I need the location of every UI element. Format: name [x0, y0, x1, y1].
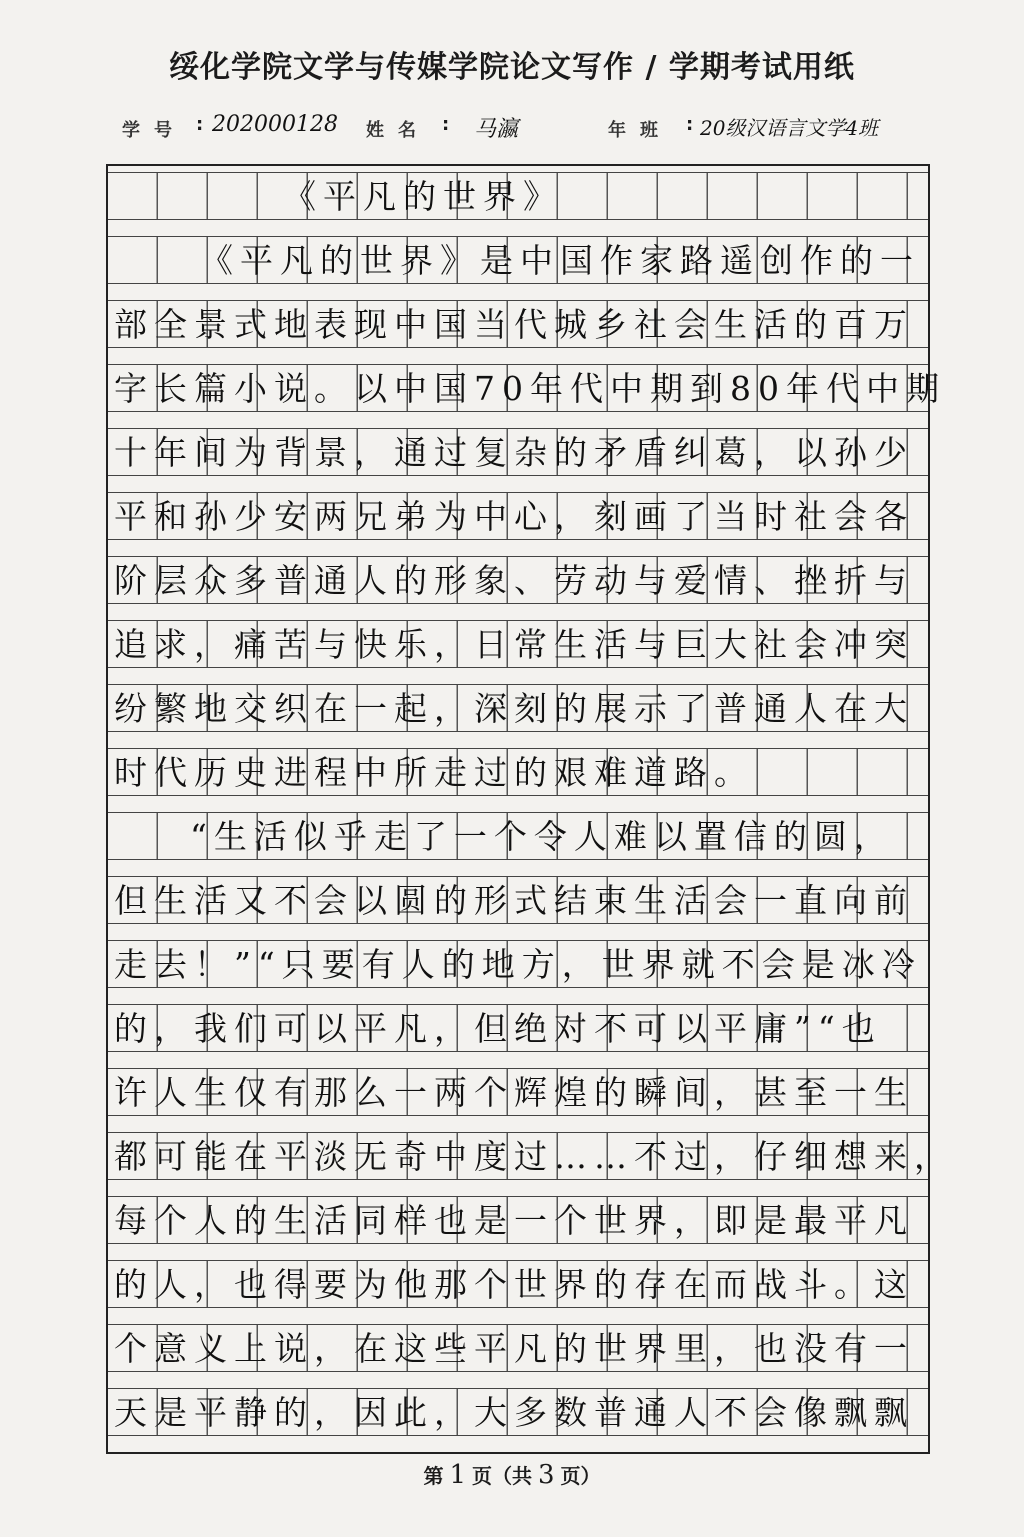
essay-line: 纷繁地交织在一起，深刻的展示了普通人在大	[114, 689, 914, 728]
class-colon: :	[686, 114, 694, 135]
essay-line: “生活似乎走了一个令人难以置信的圆，	[190, 817, 894, 856]
name-colon: :	[442, 114, 450, 135]
name-label: 姓名	[366, 120, 430, 141]
grid-row	[108, 1260, 928, 1308]
page-prefix: 第	[423, 1464, 444, 1488]
grid-row	[108, 812, 928, 860]
grid-row	[108, 300, 928, 348]
essay-line: 字长篇小说。以中国70年代中期到80年代中期	[114, 369, 946, 408]
page-mid: 页（共	[472, 1464, 532, 1488]
essay-line: 个意义上说，在这些平凡的世界里，也没有一	[114, 1329, 914, 1368]
grid-row	[108, 748, 928, 796]
page-suffix: 页）	[560, 1464, 601, 1488]
grid-row	[108, 172, 928, 220]
essay-line: 追求，痛苦与快乐，日常生活与巨大社会冲突	[114, 625, 914, 664]
composition-grid	[106, 164, 954, 1454]
grid-row	[108, 364, 946, 412]
essay-line: 十年间为背景，通过复杂的矛盾纠葛，以孙少	[114, 433, 914, 472]
essay-line: 平和孙少安两兄弟为中心，刻画了当时社会各	[114, 497, 914, 536]
page-number: 1	[449, 1460, 466, 1490]
essay-line: 《平凡的世界》是中国作家路遥创作的一	[200, 241, 920, 280]
essay-line: 都可能在平淡无奇中度过……不过，仔细想来，	[114, 1137, 954, 1176]
essay-line: 的人，也得要为他那个世界的存在而战斗。这	[114, 1265, 914, 1304]
grid-row	[108, 1004, 928, 1052]
student-info-row	[0, 112, 1024, 148]
grid-row	[108, 1388, 928, 1436]
essay-line: 阶层众多普通人的形象、劳动与爱情、挫折与	[114, 561, 914, 600]
essay-line: 时代历史进程中所走过的艰难道路。	[114, 753, 754, 792]
page-footer	[0, 1460, 1024, 1490]
essay-line: 但生活又不会以圆的形式结束生活会一直向前	[114, 881, 914, 920]
essay-line: 走去！”“只要有人的地方，世界就不会是冰冷	[114, 945, 922, 984]
grid-row	[108, 236, 928, 284]
grid-row	[108, 1324, 928, 1372]
grid-row	[108, 428, 928, 476]
essay-line: 部全景式地表现中国当代城乡社会生活的百万	[114, 305, 914, 344]
essay-line: 每个人的生活同样也是一个世界，即是最平凡	[114, 1201, 914, 1240]
student-id-value: 202000128	[212, 112, 338, 137]
grid-row	[108, 492, 928, 540]
class-label: 年班	[608, 120, 672, 141]
grid-row	[108, 1068, 928, 1116]
page-title: 绥化学院文学与传媒学院论文写作 / 学期考试用纸	[169, 50, 855, 85]
student-id-colon: :	[196, 114, 204, 135]
essay-title: 《平凡的世界》	[283, 177, 563, 216]
grid-row	[108, 876, 928, 924]
student-id-label: 学号	[122, 120, 186, 141]
essay-line: 的，我们可以平凡，但绝对不可以平庸”“也	[114, 1009, 882, 1048]
grid-row	[108, 620, 928, 668]
grid-row	[108, 1196, 928, 1244]
essay-line: 许人生仅有那么一两个辉煌的瞬间，甚至一生	[114, 1073, 914, 1112]
grid-row	[108, 556, 928, 604]
page-total: 3	[538, 1460, 555, 1490]
grid-row	[108, 684, 928, 732]
class-value: 20级汉语言文学4班	[700, 116, 879, 140]
essay-line: 天是平静的，因此，大多数普通人不会像飘飘	[114, 1393, 914, 1432]
grid-row	[108, 940, 928, 988]
name-value: 马瀛	[474, 117, 519, 142]
grid-row	[108, 1132, 954, 1180]
